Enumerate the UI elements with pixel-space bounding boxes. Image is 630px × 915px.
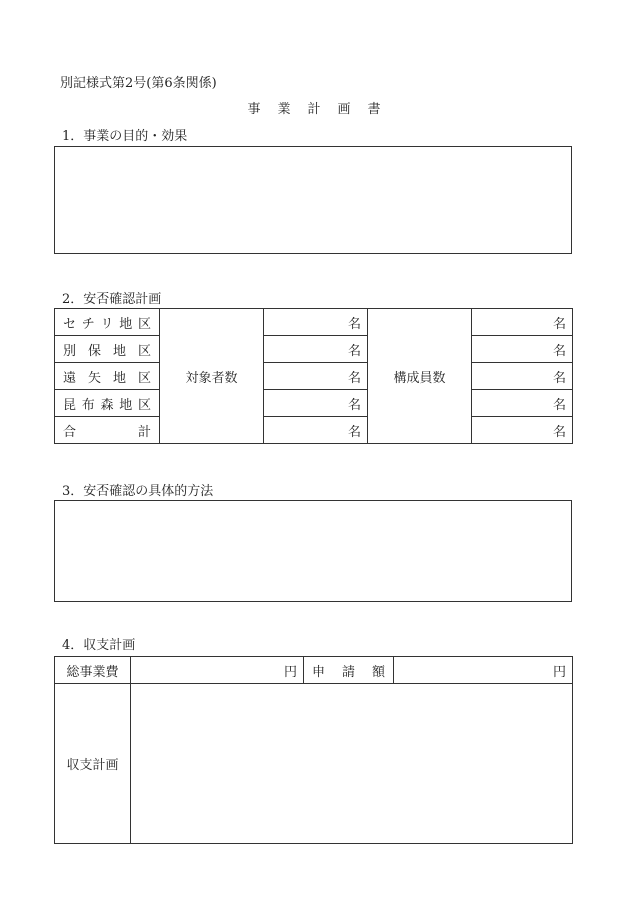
budget-table: [54, 656, 573, 844]
table-row: [55, 684, 573, 844]
budget-plan-label: 収支計画: [55, 684, 131, 844]
document-title: 事 業 計 画 書: [247, 102, 383, 117]
section2-heading: 2．安否確認計画: [62, 292, 162, 307]
table-row: [55, 363, 573, 390]
member-count-input[interactable]: [472, 390, 573, 417]
table-row: [55, 657, 573, 684]
district-label: セチリ地区: [55, 309, 160, 336]
table-row: [55, 336, 573, 363]
yen-unit: 円: [552, 664, 566, 680]
section1-heading: 1．事業の目的・効果: [62, 129, 188, 144]
member-count-input[interactable]: [472, 309, 573, 336]
member-count-label: 構成員数: [368, 309, 472, 444]
member-count-input[interactable]: [472, 363, 573, 390]
total-cost-input[interactable]: [131, 657, 304, 684]
target-count-input[interactable]: [264, 390, 368, 417]
unit-label: 名: [552, 424, 566, 440]
table-row: [55, 390, 573, 417]
unit-label: 名: [552, 316, 566, 332]
target-count-label: 対象者数: [160, 309, 264, 444]
budget-plan-input[interactable]: [131, 684, 573, 844]
district-label: 遠矢地区: [55, 363, 160, 390]
form-number: 別記様式第2号(第6条関係): [60, 76, 217, 91]
district-label: 昆布森地区: [55, 390, 160, 417]
unit-label: 名: [347, 316, 361, 332]
method-box[interactable]: [54, 500, 572, 602]
apply-amount-input[interactable]: [394, 657, 573, 684]
target-count-input[interactable]: [264, 363, 368, 390]
total-label: 合計: [55, 417, 160, 444]
unit-label: 名: [347, 343, 361, 359]
district-label: 別保地区: [55, 336, 160, 363]
unit-label: 名: [347, 370, 361, 386]
purpose-effect-box[interactable]: [54, 146, 572, 254]
member-count-total-input[interactable]: [472, 417, 573, 444]
total-cost-label: 総事業費: [55, 657, 131, 684]
unit-label: 名: [347, 397, 361, 413]
section3-heading: 3．安否確認の具体的方法: [62, 484, 214, 499]
safety-check-table: [54, 308, 573, 444]
section4-heading: 4．収支計画: [62, 638, 136, 653]
target-count-input[interactable]: [264, 336, 368, 363]
member-count-input[interactable]: [472, 336, 573, 363]
unit-label: 名: [552, 397, 566, 413]
table-row: [55, 417, 573, 444]
target-count-total-input[interactable]: [264, 417, 368, 444]
apply-amount-label: 申請額: [304, 657, 394, 684]
unit-label: 名: [347, 424, 361, 440]
unit-label: 名: [552, 370, 566, 386]
yen-unit: 円: [283, 664, 297, 680]
table-row: [55, 309, 573, 336]
target-count-input[interactable]: [264, 309, 368, 336]
unit-label: 名: [552, 343, 566, 359]
